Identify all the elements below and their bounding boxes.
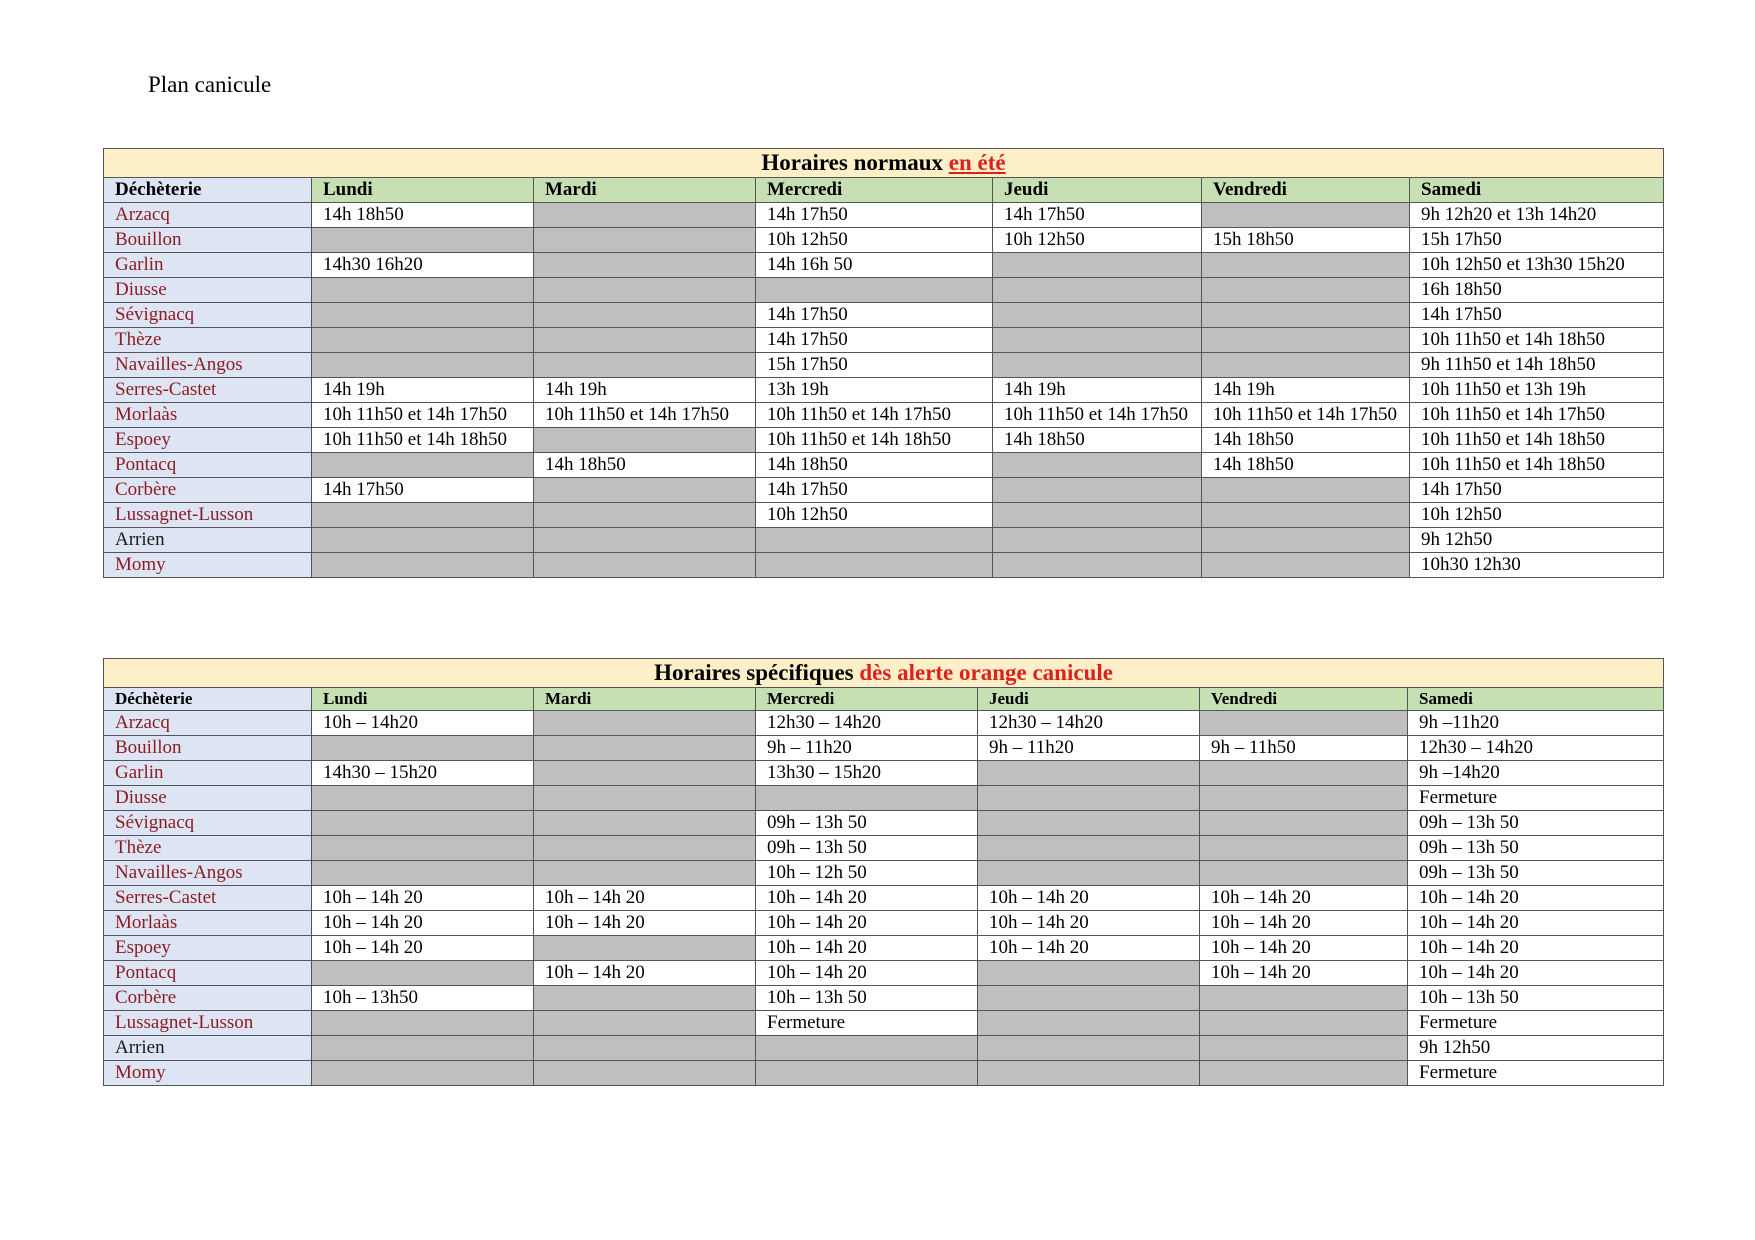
site-name-cell: Lussagnet-Lusson (104, 1011, 312, 1036)
site-name-cell: Espoey (104, 428, 312, 453)
hours-cell-jeudi (978, 836, 1200, 861)
column-header-mardi: Mardi (534, 178, 756, 203)
hours-cell-lundi: 14h30 – 15h20 (312, 761, 534, 786)
hours-cell-vendredi (1200, 761, 1408, 786)
table-row (104, 478, 1664, 503)
site-name-cell: Morlaàs (104, 403, 312, 428)
hours-cell-lundi (312, 1061, 534, 1086)
hours-cell-lundi (312, 503, 534, 528)
table-row (104, 378, 1664, 403)
table-title (104, 659, 1664, 688)
hours-cell-lundi (312, 786, 534, 811)
hours-cell-mardi (534, 836, 756, 861)
hours-cell-samedi: 9h 11h50 et 14h 18h50 (1410, 353, 1664, 378)
column-header-vendredi: Vendredi (1200, 688, 1408, 711)
hours-cell-mercredi: 10h – 14h 20 (756, 886, 978, 911)
hours-cell-mardi (534, 736, 756, 761)
table-row (104, 353, 1664, 378)
hours-cell-mardi (534, 428, 756, 453)
hours-cell-mercredi: 14h 17h50 (756, 478, 993, 503)
hours-cell-mercredi: 15h 17h50 (756, 353, 993, 378)
hours-cell-mercredi: 10h – 12h 50 (756, 861, 978, 886)
hours-cell-vendredi (1200, 711, 1408, 736)
hours-cell-mardi (534, 353, 756, 378)
hours-cell-lundi: 10h – 14h 20 (312, 936, 534, 961)
table-row (104, 1061, 1664, 1086)
hours-cell-vendredi: 9h – 11h50 (1200, 736, 1408, 761)
hours-cell-mardi (534, 1011, 756, 1036)
hours-cell-mercredi (756, 1036, 978, 1061)
hours-cell-samedi: 15h 17h50 (1410, 228, 1664, 253)
hours-cell-lundi (312, 453, 534, 478)
hours-cell-vendredi (1202, 353, 1410, 378)
hours-cell-jeudi (978, 986, 1200, 1011)
site-name-cell: Corbère (104, 478, 312, 503)
hours-cell-jeudi (993, 253, 1202, 278)
hours-cell-mardi (534, 986, 756, 1011)
hours-cell-lundi: 10h – 14h 20 (312, 911, 534, 936)
hours-cell-jeudi (993, 328, 1202, 353)
table-title-main: Horaires spécifiques (654, 660, 860, 685)
hours-cell-jeudi: 12h30 – 14h20 (978, 711, 1200, 736)
hours-cell-mercredi: 10h – 13h 50 (756, 986, 978, 1011)
table-row (104, 811, 1664, 836)
column-header-site: Déchèterie (104, 688, 312, 711)
table-title-row (104, 659, 1664, 688)
hours-cell-mercredi: 10h – 14h 20 (756, 911, 978, 936)
hours-cell-vendredi (1200, 861, 1408, 886)
hours-cell-vendredi (1200, 786, 1408, 811)
hours-cell-mercredi: 13h30 – 15h20 (756, 761, 978, 786)
hours-cell-samedi: Fermeture (1408, 1011, 1664, 1036)
hours-cell-jeudi: 10h 11h50 et 14h 17h50 (993, 403, 1202, 428)
hours-cell-vendredi (1200, 1036, 1408, 1061)
hours-cell-samedi: 10h 11h50 et 14h 17h50 (1410, 403, 1664, 428)
hours-cell-samedi: Fermeture (1408, 1061, 1664, 1086)
hours-cell-mercredi: 14h 17h50 (756, 203, 993, 228)
table-title-main: Horaires normaux (761, 150, 949, 175)
hours-cell-samedi: 10h 11h50 et 13h 19h (1410, 378, 1664, 403)
site-name-cell: Sévignacq (104, 303, 312, 328)
hours-cell-mardi (534, 1036, 756, 1061)
hours-cell-jeudi (978, 961, 1200, 986)
hours-cell-mardi: 10h – 14h 20 (534, 911, 756, 936)
site-name-cell: Morlaàs (104, 911, 312, 936)
site-name-cell: Pontacq (104, 453, 312, 478)
hours-cell-mardi (534, 328, 756, 353)
hours-cell-vendredi (1202, 528, 1410, 553)
table-row (104, 836, 1664, 861)
table-row (104, 886, 1664, 911)
hours-cell-mercredi: 10h 11h50 et 14h 17h50 (756, 403, 993, 428)
hours-cell-mardi (534, 761, 756, 786)
site-name-cell: Serres-Castet (104, 886, 312, 911)
hours-cell-lundi (312, 328, 534, 353)
table-row (104, 428, 1664, 453)
site-name-cell: Arzacq (104, 711, 312, 736)
site-name-cell: Arrien (104, 528, 312, 553)
hours-cell-samedi: 10h 12h50 et 13h30 15h20 (1410, 253, 1664, 278)
hours-cell-lundi: 10h 11h50 et 14h 17h50 (312, 403, 534, 428)
hours-cell-mardi (534, 503, 756, 528)
hours-cell-jeudi (993, 303, 1202, 328)
site-name-cell: Sévignacq (104, 811, 312, 836)
hours-cell-samedi: 10h – 14h 20 (1408, 961, 1664, 986)
hours-cell-vendredi (1200, 1011, 1408, 1036)
hours-cell-mercredi: 14h 16h 50 (756, 253, 993, 278)
hours-cell-mercredi: 10h 12h50 (756, 228, 993, 253)
table-row (104, 503, 1664, 528)
hours-cell-jeudi (978, 861, 1200, 886)
table-row (104, 736, 1664, 761)
table-row (104, 861, 1664, 886)
table-row (104, 911, 1664, 936)
hours-cell-mardi: 10h 11h50 et 14h 17h50 (534, 403, 756, 428)
hours-cell-jeudi (993, 503, 1202, 528)
hours-cell-vendredi (1200, 811, 1408, 836)
site-name-cell: Thèze (104, 836, 312, 861)
column-header-lundi: Lundi (312, 178, 534, 203)
site-name-cell: Navailles-Angos (104, 861, 312, 886)
hours-cell-vendredi (1200, 836, 1408, 861)
hours-cell-samedi: 14h 17h50 (1410, 303, 1664, 328)
hours-cell-mardi (534, 203, 756, 228)
hours-cell-mardi (534, 553, 756, 578)
table-row (104, 786, 1664, 811)
table-row (104, 203, 1664, 228)
hours-cell-vendredi (1202, 203, 1410, 228)
hours-cell-vendredi: 10h – 14h 20 (1200, 961, 1408, 986)
site-name-cell: Garlin (104, 253, 312, 278)
hours-cell-lundi (312, 303, 534, 328)
table-row (104, 403, 1664, 428)
hours-cell-vendredi (1200, 1061, 1408, 1086)
hours-cell-samedi: 16h 18h50 (1410, 278, 1664, 303)
hours-cell-lundi (312, 528, 534, 553)
site-name-cell: Arrien (104, 1036, 312, 1061)
hours-cell-vendredi: 10h – 14h 20 (1200, 936, 1408, 961)
table-title-row (104, 149, 1664, 178)
column-header-samedi: Samedi (1408, 688, 1664, 711)
site-name-cell: Pontacq (104, 961, 312, 986)
hours-cell-jeudi (993, 553, 1202, 578)
column-header-row (104, 178, 1664, 203)
site-name-cell: Thèze (104, 328, 312, 353)
hours-cell-samedi: 12h30 – 14h20 (1408, 736, 1664, 761)
hours-cell-vendredi: 10h – 14h 20 (1200, 886, 1408, 911)
hours-cell-lundi: 14h 17h50 (312, 478, 534, 503)
hours-cell-samedi: 9h 12h50 (1408, 1036, 1664, 1061)
table-body (104, 203, 1664, 578)
hours-cell-mardi (534, 478, 756, 503)
hours-cell-samedi: 09h – 13h 50 (1408, 836, 1664, 861)
hours-cell-mercredi: 14h 17h50 (756, 328, 993, 353)
hours-cell-mercredi (756, 278, 993, 303)
hours-cell-mardi (534, 278, 756, 303)
site-name-cell: Lussagnet-Lusson (104, 503, 312, 528)
hours-cell-samedi: 10h 11h50 et 14h 18h50 (1410, 328, 1664, 353)
hours-cell-jeudi: 14h 18h50 (993, 428, 1202, 453)
column-header-jeudi: Jeudi (978, 688, 1200, 711)
hours-cell-lundi (312, 228, 534, 253)
hours-cell-jeudi (993, 353, 1202, 378)
hours-cell-jeudi (978, 1011, 1200, 1036)
hours-cell-mercredi: 14h 18h50 (756, 453, 993, 478)
hours-cell-jeudi (993, 278, 1202, 303)
site-name-cell: Bouillon (104, 228, 312, 253)
hours-cell-vendredi: 10h 11h50 et 14h 17h50 (1202, 403, 1410, 428)
hours-cell-mercredi (756, 786, 978, 811)
hours-cell-jeudi (993, 478, 1202, 503)
heatwave-alert-hours-table (103, 658, 1664, 1086)
hours-cell-jeudi: 10h – 14h 20 (978, 936, 1200, 961)
hours-cell-mardi (534, 253, 756, 278)
hours-cell-lundi: 14h30 16h20 (312, 253, 534, 278)
hours-cell-samedi: 10h – 14h 20 (1408, 886, 1664, 911)
hours-cell-vendredi: 14h 18h50 (1202, 428, 1410, 453)
column-header-row (104, 688, 1664, 711)
hours-cell-samedi: 09h – 13h 50 (1408, 861, 1664, 886)
table-body (104, 711, 1664, 1086)
hours-cell-samedi: Fermeture (1408, 786, 1664, 811)
hours-cell-mercredi: 9h – 11h20 (756, 736, 978, 761)
column-header-mercredi: Mercredi (756, 178, 993, 203)
hours-cell-mercredi: 12h30 – 14h20 (756, 711, 978, 736)
hours-cell-mardi (534, 711, 756, 736)
hours-cell-mercredi: 13h 19h (756, 378, 993, 403)
column-header-lundi: Lundi (312, 688, 534, 711)
hours-cell-vendredi: 15h 18h50 (1202, 228, 1410, 253)
site-name-cell: Navailles-Angos (104, 353, 312, 378)
hours-cell-lundi (312, 811, 534, 836)
hours-cell-mardi: 14h 18h50 (534, 453, 756, 478)
hours-cell-lundi: 10h – 14h 20 (312, 886, 534, 911)
hours-cell-vendredi: 10h – 14h 20 (1200, 911, 1408, 936)
hours-cell-lundi (312, 353, 534, 378)
hours-cell-mercredi: 10h 12h50 (756, 503, 993, 528)
hours-cell-mardi (534, 936, 756, 961)
hours-cell-samedi: 10h – 14h 20 (1408, 936, 1664, 961)
summer-hours-table (103, 148, 1664, 578)
hours-cell-jeudi: 9h – 11h20 (978, 736, 1200, 761)
hours-cell-lundi (312, 278, 534, 303)
hours-cell-lundi (312, 836, 534, 861)
hours-cell-jeudi (978, 786, 1200, 811)
hours-cell-samedi: 14h 17h50 (1410, 478, 1664, 503)
hours-cell-mardi (534, 528, 756, 553)
table-row (104, 228, 1664, 253)
hours-cell-mercredi: 10h – 14h 20 (756, 961, 978, 986)
hours-cell-lundi (312, 861, 534, 886)
site-name-cell: Corbère (104, 986, 312, 1011)
site-name-cell: Diusse (104, 278, 312, 303)
hours-cell-mercredi: 09h – 13h 50 (756, 836, 978, 861)
table-row (104, 453, 1664, 478)
column-header-jeudi: Jeudi (993, 178, 1202, 203)
table-row (104, 278, 1664, 303)
column-header-vendredi: Vendredi (1202, 178, 1410, 203)
hours-cell-jeudi: 14h 19h (993, 378, 1202, 403)
table-row (104, 711, 1664, 736)
hours-cell-lundi (312, 1036, 534, 1061)
hours-cell-vendredi (1202, 253, 1410, 278)
hours-cell-jeudi (978, 1061, 1200, 1086)
hours-cell-jeudi (978, 811, 1200, 836)
hours-cell-vendredi (1202, 553, 1410, 578)
table-row (104, 303, 1664, 328)
hours-cell-lundi (312, 961, 534, 986)
hours-cell-mercredi (756, 553, 993, 578)
hours-cell-samedi: 9h –11h20 (1408, 711, 1664, 736)
table-title (104, 149, 1664, 178)
hours-cell-samedi: 9h 12h50 (1410, 528, 1664, 553)
hours-cell-mardi (534, 811, 756, 836)
page-title: Plan canicule (148, 72, 272, 97)
table-row (104, 253, 1664, 278)
hours-cell-mardi (534, 1061, 756, 1086)
hours-cell-mardi (534, 861, 756, 886)
site-name-cell: Diusse (104, 786, 312, 811)
table-title-highlight: en été (948, 150, 1006, 175)
hours-cell-jeudi: 10h – 14h 20 (978, 911, 1200, 936)
site-name-cell: Garlin (104, 761, 312, 786)
hours-cell-samedi: 10h30 12h30 (1410, 553, 1664, 578)
hours-cell-mercredi (756, 528, 993, 553)
hours-cell-vendredi: 14h 19h (1202, 378, 1410, 403)
hours-cell-mercredi: 10h – 14h 20 (756, 936, 978, 961)
hours-cell-jeudi (978, 761, 1200, 786)
hours-cell-lundi (312, 736, 534, 761)
hours-cell-lundi: 10h – 14h20 (312, 711, 534, 736)
site-name-cell: Momy (104, 1061, 312, 1086)
hours-cell-mardi: 10h – 14h 20 (534, 961, 756, 986)
column-header-mardi: Mardi (534, 688, 756, 711)
table-row (104, 553, 1664, 578)
hours-cell-samedi: 10h – 13h 50 (1408, 986, 1664, 1011)
site-name-cell: Espoey (104, 936, 312, 961)
hours-cell-vendredi (1202, 478, 1410, 503)
table-row (104, 1011, 1664, 1036)
hours-cell-vendredi (1202, 278, 1410, 303)
hours-cell-samedi: 10h 11h50 et 14h 18h50 (1410, 428, 1664, 453)
hours-cell-lundi: 10h – 13h50 (312, 986, 534, 1011)
hours-cell-lundi (312, 1011, 534, 1036)
hours-cell-jeudi (993, 453, 1202, 478)
site-name-cell: Arzacq (104, 203, 312, 228)
table-title-highlight: dès alerte orange canicule (859, 660, 1113, 685)
hours-cell-jeudi: 14h 17h50 (993, 203, 1202, 228)
column-header-samedi: Samedi (1410, 178, 1664, 203)
site-name-cell: Bouillon (104, 736, 312, 761)
hours-cell-lundi (312, 553, 534, 578)
column-header-site: Déchèterie (104, 178, 312, 203)
column-header-mercredi: Mercredi (756, 688, 978, 711)
hours-cell-mercredi (756, 1061, 978, 1086)
hours-cell-vendredi (1202, 303, 1410, 328)
hours-cell-samedi: 10h – 14h 20 (1408, 911, 1664, 936)
hours-cell-samedi: 09h – 13h 50 (1408, 811, 1664, 836)
hours-cell-mardi (534, 786, 756, 811)
hours-cell-samedi: 9h 12h20 et 13h 14h20 (1410, 203, 1664, 228)
hours-cell-samedi: 10h 11h50 et 14h 18h50 (1410, 453, 1664, 478)
hours-cell-mardi: 10h – 14h 20 (534, 886, 756, 911)
hours-cell-samedi: 9h –14h20 (1408, 761, 1664, 786)
hours-cell-jeudi (993, 528, 1202, 553)
hours-cell-mercredi: Fermeture (756, 1011, 978, 1036)
hours-cell-samedi: 10h 12h50 (1410, 503, 1664, 528)
hours-cell-jeudi (978, 1036, 1200, 1061)
hours-cell-vendredi (1202, 503, 1410, 528)
hours-cell-jeudi: 10h 12h50 (993, 228, 1202, 253)
table-row (104, 761, 1664, 786)
table-row (104, 1036, 1664, 1061)
hours-cell-lundi: 14h 18h50 (312, 203, 534, 228)
hours-cell-mercredi: 09h – 13h 50 (756, 811, 978, 836)
hours-cell-vendredi (1200, 986, 1408, 1011)
hours-cell-jeudi: 10h – 14h 20 (978, 886, 1200, 911)
site-name-cell: Momy (104, 553, 312, 578)
hours-cell-vendredi (1202, 328, 1410, 353)
hours-cell-mardi (534, 303, 756, 328)
hours-cell-vendredi: 14h 18h50 (1202, 453, 1410, 478)
hours-cell-mardi (534, 228, 756, 253)
hours-cell-mercredi: 14h 17h50 (756, 303, 993, 328)
table-row (104, 961, 1664, 986)
table-row (104, 528, 1664, 553)
table-row (104, 986, 1664, 1011)
hours-cell-mercredi: 10h 11h50 et 14h 18h50 (756, 428, 993, 453)
table-row (104, 328, 1664, 353)
hours-cell-lundi: 14h 19h (312, 378, 534, 403)
hours-cell-mardi: 14h 19h (534, 378, 756, 403)
table-row (104, 936, 1664, 961)
hours-cell-lundi: 10h 11h50 et 14h 18h50 (312, 428, 534, 453)
site-name-cell: Serres-Castet (104, 378, 312, 403)
